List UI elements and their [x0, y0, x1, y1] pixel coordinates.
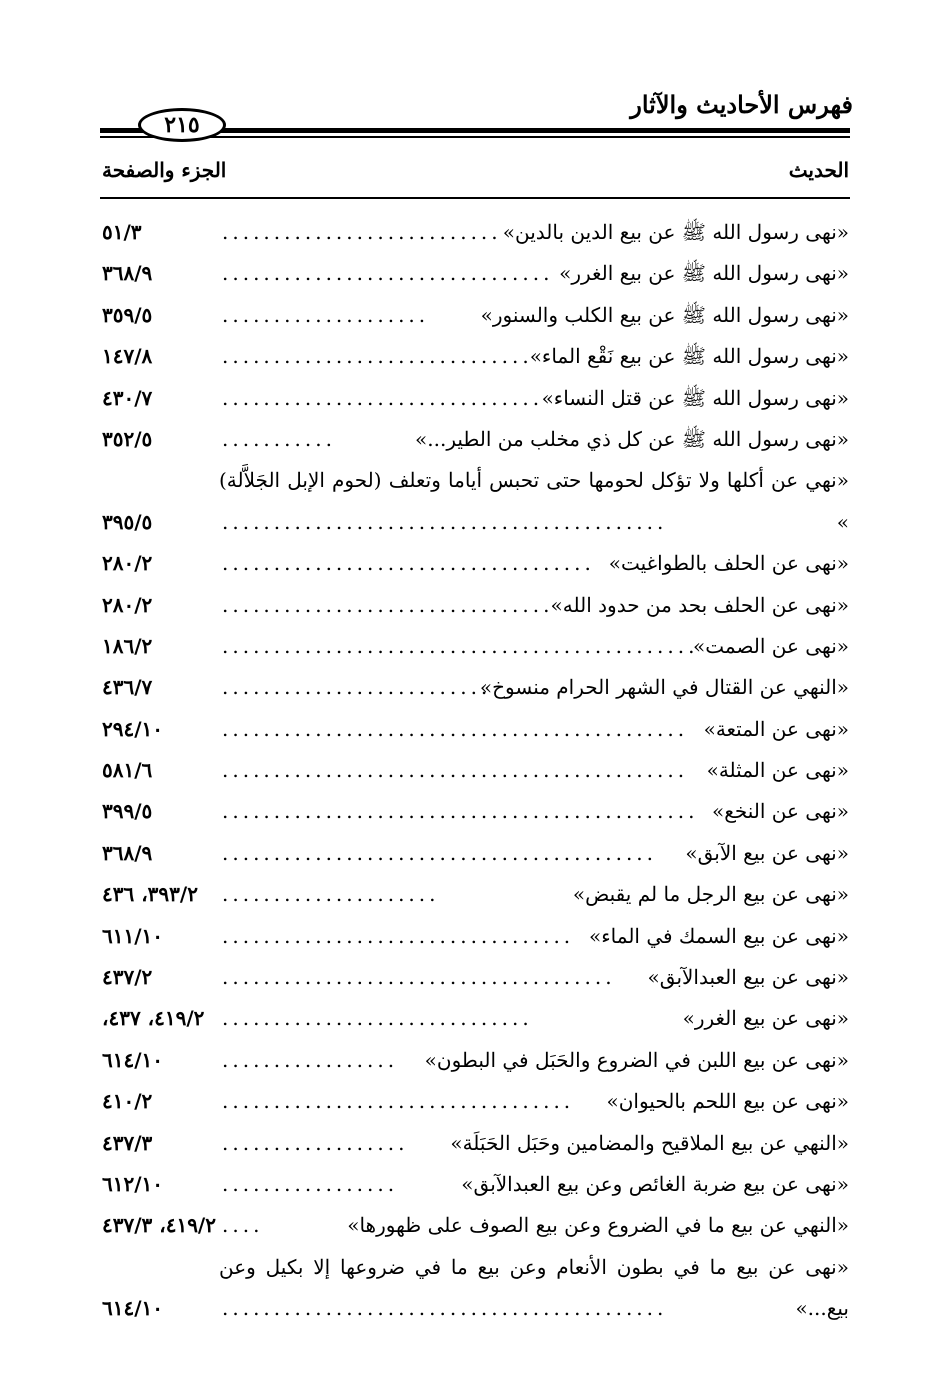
- dot-leader: ..................................: [222, 923, 575, 948]
- volume-page-ref: ٣٦٨/٩: [102, 840, 153, 865]
- hadith-text: «نهى عن بيع اللبن في الضروع والحَبَل في البطون»: [424, 1047, 849, 1072]
- volume-page-ref: ٤١٠/٢: [102, 1089, 153, 1114]
- hadith-text: «نهى عن بيع ضربة الغائص وعن بيع العبدالآبق»: [461, 1172, 849, 1196]
- dot-leader: ....: [222, 1213, 264, 1238]
- volume-page-ref: ٤٣٦/٧: [102, 675, 153, 700]
- index-entry: [0, 585, 945, 626]
- hadith-text: «النهي عن بيع ما في الضروع وعن بيع الصوف على ظهورها»: [347, 1213, 849, 1238]
- volume-page-ref: ٥٨١/٦: [102, 758, 153, 783]
- index-entry: [0, 336, 945, 377]
- running-title: فهرس الأحاديث والآثار: [630, 90, 853, 119]
- volume-page-ref: ٤٣٧/٣: [102, 1130, 153, 1155]
- column-header-volume-page: الجزء والصفحة: [102, 158, 227, 182]
- index-entry: [0, 791, 945, 832]
- page-number: ٢١٥: [138, 108, 226, 142]
- index-entry: [0, 212, 945, 253]
- dot-leader: ..............................................: [222, 799, 699, 824]
- volume-page-ref: ٤١٩/٢، ٤٣٧/٣: [102, 1213, 216, 1238]
- index-entry: [0, 874, 945, 915]
- volume-page-ref: ٤٣٧/٢: [102, 965, 153, 990]
- volume-page-ref: ٤١٩/٢، ٤٣٧،: [102, 1006, 205, 1031]
- index-entry: [0, 667, 945, 708]
- hadith-text: «نهى عن النخع»: [711, 799, 849, 824]
- dot-leader: ..............................: [222, 1006, 533, 1031]
- volume-page-ref: ٣٥٢/٥: [102, 426, 153, 451]
- dot-leader: ..............................................: [222, 633, 699, 658]
- volume-page-ref: ٦١٤/١٠: [102, 1047, 164, 1072]
- volume-page-ref: ٣٥٩/٥: [102, 302, 153, 327]
- volume-page-ref: ٦١٢/١٠: [102, 1172, 164, 1196]
- hadith-text: «نهى عن بيع السمك في الماء»: [589, 923, 849, 948]
- dot-leader: .....................: [222, 882, 440, 907]
- dot-leader: ....................: [222, 302, 430, 327]
- dot-leader: ..........................: [222, 675, 492, 700]
- index-entry: [0, 1040, 945, 1081]
- dot-leader: .................: [222, 1047, 399, 1072]
- dot-leader: .............................................: [222, 716, 689, 741]
- index-entry: [0, 957, 945, 998]
- volume-page-ref: ٣٦٨/٩: [102, 261, 153, 286]
- index-entry: [0, 1081, 945, 1122]
- dot-leader: ..................................: [222, 1089, 575, 1114]
- hadith-text: «النهي عن القتال في الشهر الحرام منسوخ»: [479, 675, 849, 700]
- hadith-text: «نهى عن المثلة»: [706, 758, 849, 783]
- hadith-text: «نهى رسول الله ﷺ عن قتل النساء»: [541, 385, 849, 410]
- dot-leader: ...............................: [222, 385, 544, 410]
- dot-leader: .................: [222, 1172, 399, 1196]
- volume-page-ref: ٢٨٠/٢: [102, 592, 153, 617]
- hadith-text: «نهى عن الحلف بالطواغيت»: [608, 551, 849, 576]
- dot-leader: ...........................................: [222, 1296, 668, 1321]
- hadith-text: «نهى رسول الله ﷺ عن بيع الكلب والسنور»: [480, 302, 849, 327]
- volume-page-ref: ٦١٤/١٠: [102, 1296, 164, 1321]
- hadith-text: «نهى عن بيع الغرر»: [682, 1006, 849, 1031]
- index-entry: [0, 295, 945, 336]
- hadith-text: «نهي عن أكلها ولا تؤكل لحومها حتى تحبس أياما وتعلف (لحوم الإبل الجَلاَّلة) »: [219, 468, 849, 534]
- dot-leader: ......................................: [222, 965, 616, 990]
- index-entry: [0, 750, 945, 791]
- hadith-text: «نهى عن الحلف بحد من حدود الله»: [550, 592, 849, 617]
- index-entry: [0, 460, 945, 543]
- dot-leader: ................................: [222, 592, 554, 617]
- dot-leader: ...........: [222, 426, 336, 451]
- index-entry: [0, 1164, 945, 1205]
- hadith-text: «نهى عن المتعة»: [703, 716, 849, 741]
- volume-page-ref: ٣٩٥/٥: [102, 509, 153, 534]
- index-entry: [0, 833, 945, 874]
- index-entry: [0, 709, 945, 750]
- hadith-text: «نهى عن بيع الآبق»: [685, 840, 849, 865]
- column-header-rule: [100, 197, 850, 199]
- hadith-text: «نهى عن بيع العبدالآبق»: [647, 965, 849, 990]
- index-entry: [0, 626, 945, 667]
- volume-page-ref: ٢٨٠/٢: [102, 551, 153, 576]
- dot-leader: ...........................: [222, 220, 502, 244]
- hadith-text: «نهى رسول الله ﷺ عن كل ذي مخلب من الطير...»: [415, 426, 849, 451]
- dot-leader: .............................................: [222, 758, 689, 783]
- hadith-text: «نهى رسول الله ﷺ عن بيع نَقْع الماء»: [529, 344, 849, 369]
- index-entry: [0, 1123, 945, 1164]
- index-entry: [0, 378, 945, 419]
- dot-leader: ...........................................: [222, 509, 668, 534]
- dot-leader: ..............................: [222, 344, 533, 369]
- volume-page-ref: ٢٩٤/١٠: [102, 716, 164, 741]
- index-entry: [0, 916, 945, 957]
- volume-page-ref: ٥١/٣: [102, 220, 142, 244]
- volume-page-ref: ٤٣٠/٧: [102, 385, 153, 410]
- volume-page-ref: ٦١١/١٠: [102, 923, 164, 948]
- index-entry: [0, 253, 945, 294]
- hadith-text: «نهى رسول الله ﷺ عن بيع الغرر»: [559, 261, 849, 286]
- volume-page-ref: ٣٩٩/٥: [102, 799, 153, 824]
- index-entry: [0, 1205, 945, 1246]
- dot-leader: ..........................................: [222, 840, 658, 865]
- index-entry: [0, 419, 945, 460]
- hadith-text: «نهى عن بيع اللحم بالحيوان»: [606, 1089, 849, 1114]
- hadith-text: «نهى عن بيع ما في بطون الأنعام وعن بيع ما في ضروعها إلا بكيل وعن بيع...»: [219, 1254, 849, 1321]
- index-entry: [0, 998, 945, 1039]
- volume-page-ref: ٣٩٣/٢، ٤٣٦: [102, 882, 198, 907]
- dot-leader: ..................: [222, 1130, 409, 1155]
- hadith-text: «نهى عن الصمت»: [693, 633, 849, 658]
- dot-leader: ................................: [222, 261, 554, 286]
- hadith-text: «نهى رسول الله ﷺ عن بيع الدين بالدين»: [502, 220, 849, 244]
- column-header-hadith: الحديث: [788, 158, 849, 182]
- dot-leader: ....................................: [222, 551, 595, 576]
- index-entry: [0, 1247, 945, 1330]
- index-entries: [0, 212, 945, 1330]
- hadith-text: «نهى عن بيع الرجل ما لم يقبض»: [572, 882, 849, 907]
- volume-page-ref: ١٤٧/٨: [102, 344, 153, 369]
- volume-page-ref: ١٨٦/٢: [102, 633, 153, 658]
- hadith-text: «النهي عن بيع الملاقيح والمضامين وحَبَل الحَبَلَة»: [450, 1130, 849, 1155]
- index-entry: [0, 543, 945, 584]
